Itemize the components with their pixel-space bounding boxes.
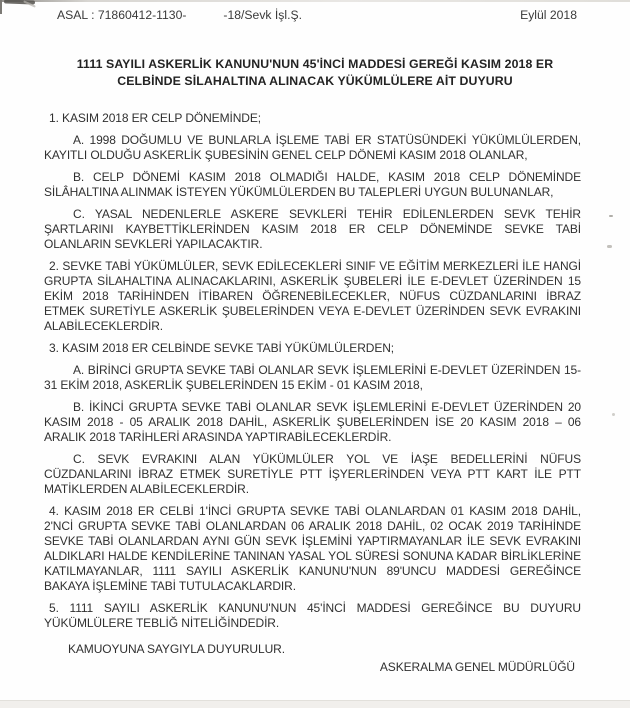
reference-number: ASAL : 71860412-1130- — [57, 8, 187, 22]
reference-suffix: -18/Sevk İşl.Ş. — [223, 8, 302, 22]
paragraph: B. CELP DÖNEMİ KASIM 2018 OLMADIĞI HALDE, KASIM 2018 CELP DÖNEMİNDE SİLÂHALTINA ALINMAK İSTEYEN YÜKÜMLÜLERDEN BU TALEPLERİ UYGUN BULUNANLAR, — [44, 170, 581, 199]
document-body — [44, 111, 581, 675]
paragraph: 1. KASIM 2018 ER CELP DÖNEMİNDE; — [49, 111, 261, 125]
scan-artifact-corner-mark — [4, 0, 35, 5]
document-date: Eylül 2018 — [520, 8, 577, 22]
scan-artifact-speck — [609, 215, 613, 217]
paragraph: C. YASAL NEDENLERLE ASKERE SEVKLERİ TEHİR EDİLENLERDEN SEVK TEHİR ŞARTLARINI KAYBETTİKLERİNDEN KASIM 2018 ER CELP DÖNEMİNDE SEVKE TABİ OLANLARIN SEVKLERİ YAPILACAKTIR. — [44, 207, 581, 251]
paragraph: 3. KASIM 2018 ER CELBİNDE SEVKE TABİ YÜKÜMLÜLERDEN; — [49, 341, 395, 355]
document-title — [0, 56, 630, 90]
document-header — [57, 8, 577, 22]
scan-artifact-scratch — [23, 0, 36, 7]
scan-artifact-left-edge — [0, 0, 2, 14]
scan-artifact-bottom-strip — [0, 700, 630, 708]
paragraph: C. SEVK EVRAKINI ALAN YÜKÜMLÜLER YOL VE İAŞE BEDELLERİNİ NÜFUS CÜZDANLARINI İBRAZ ETMEK SURETİYLE PTT İŞYERLERİNDEN VEYA PTT KART İLE PTT MATİKLERDEN ALABİLECEKLERDİR. — [44, 452, 581, 496]
signature: ASKERALMA GENEL MÜDÜRLÜĞÜ — [379, 660, 575, 674]
document-title-line2: CELBİNDE SİLAHALTINA ALINACAK YÜKÜMLÜLERE AİT DUYURU — [117, 74, 513, 88]
closing-line: KAMUOYUNA SAYGIYLA DUYURULUR. — [68, 642, 285, 656]
scan-artifact-speck — [607, 245, 612, 248]
scan-artifact-speck — [612, 413, 615, 416]
document-title-line1: 1111 SAYILI ASKERLİK KANUNU'NUN 45'İNCİ MADDESİ GEREĞİ KASIM 2018 ER — [76, 57, 554, 71]
paragraph: 4. KASIM 2018 ER CELBİ 1'İNCİ GRUPTA SEVKE TABİ OLANLARDAN 01 KASIM 2018 DAHİL, 2'NCİ GRUPTA SEVKE TABİ OLANLARDAN 06 ARALIK 2018 DAHİL, 02 OCAK 2019 TARİHİNDE SEVKE TABİ OLANLARDAN AYNI GÜN SEVK İŞLEMİNİ YAPTIRMAYANLAR İLE SEVK EVRAKINI ALDIKLARI HALDE KENDİLERİNE TANINAN YASAL YOL SÜRESİ SONUNA KADAR BİRLİKLERİNE KATILMAYANLAR, 1111 SAYILI ASKERLİK KANUNU'NUN 89'UNCU MADDESİ GEREĞİNCE BAKAYA İŞLEMİNE TABİ TUTULACAKLARDIR. — [44, 504, 581, 593]
paragraph-list — [44, 111, 581, 631]
paragraph: B. İKİNCİ GRUPTA SEVKE TABİ OLANLAR SEVK İŞLEMLERİNİ E-DEVLET ÜZERİNDEN 20 KASIM 2018 - 05 ARALIK 2018 DAHİL, ASKERLİK ŞUBELERİNDEN İSE 20 KASIM 2018 – 06 ARALIK 2018 TARİHLERİ ARASINDA YAPTIRABİLECEKLERDİR. — [44, 400, 581, 444]
paragraph: 2. SEVKE TABİ YÜKÜMLÜLER, SEVK EDİLECEKLERİ SINIF VE EĞİTİM MERKEZLERİ İLE HANGİ GRUPTA SİLAHALTINA ALINACAKLARINI, ASKERLİK ŞUBELERİ İLE E-DEVLET ÜZERİNDEN 15 EKİM 2018 TARİHİNDEN İTİBAREN ÖĞRENEBİLECEKLER, NÜFUS CÜZDANLARINI İBRAZ ETMEK SURETİYLE ASKERLİK ŞUBELERİNDEN VEYA E-DEVLET ÜZERİNDEN SEVK EVRAKINI ALABİLECEKLERDİR. — [44, 259, 581, 333]
reference-group — [57, 8, 302, 22]
paragraph: 5. 1111 SAYILI ASKERLİK KANUNU'NUN 45'İNCİ MADDESİ GEREĞİNCE BU DUYURU YÜKÜMLÜLERE TEBLİĞ NİTELİĞİNDEDİR. — [44, 601, 581, 630]
scan-artifact-top-edge — [0, 0, 630, 2]
paragraph: A. BİRİNCİ GRUPTA SEVKE TABİ OLANLAR SEVK İŞLEMLERİNİ E-DEVLET ÜZERİNDEN 15-31 EKİM 2018, ASKERLİK ŞUBELERİNDEN 15 EKİM - 01 KASIM 2018, — [44, 363, 581, 392]
paragraph: A. 1998 DOĞUMLU VE BUNLARLA İŞLEME TABİ ER STATÜSÜNDEKİ YÜKÜMLÜLERDEN, KAYITLI OLDUĞU ASKERLİK ŞUBESİNİN GENEL CELP DÖNEMİ KASIM 2018 OLANLAR, — [44, 133, 581, 162]
